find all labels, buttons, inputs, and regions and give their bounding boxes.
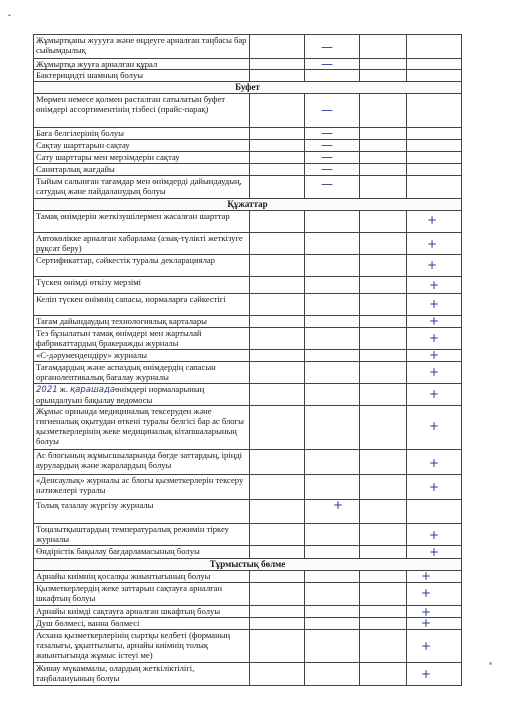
plus-mark: + — [421, 570, 432, 583]
plus-mark: + — [429, 387, 440, 401]
requirement-text: Тағам дайындаудың технологиялық карталары — [34, 316, 250, 328]
table-row — [34, 571, 462, 583]
dash-mark: — — [321, 40, 334, 54]
requirement-text — [34, 384, 250, 406]
requirement-text: Жұмыс орнында медициналық тексеруден және гигиеналық оқытудан өткені туралы белгісі бар ас блогы қызметкерлерінің жеке медициналық кітапшаларының болуы — [34, 406, 250, 450]
table-row — [34, 606, 462, 618]
table-row — [34, 94, 462, 128]
requirement-text: Толық тазалау жүргізу журналы — [34, 500, 250, 524]
plus-mark: + — [429, 349, 440, 362]
plus-mark: + — [421, 639, 432, 653]
plus-mark: + — [421, 586, 432, 600]
requirement-text: Сақтау шарттарын сақтау — [34, 140, 250, 152]
section-title: Буфет — [34, 82, 462, 94]
plus-mark: + — [333, 499, 344, 512]
requirement-text: Тағамдардың және аспаздық өнімдердің сапасын органолептикалық бағалау журналы — [34, 362, 250, 384]
table-row — [34, 164, 462, 176]
dash-mark: — — [321, 139, 334, 152]
plus-mark: + — [429, 456, 440, 470]
plus-mark: + — [421, 667, 432, 681]
table-row — [34, 663, 462, 686]
table-row — [34, 524, 462, 546]
requirement-text: Тоңазытқыштардың температуралық режимін тіркеу журналы — [34, 524, 250, 546]
table-row — [34, 618, 462, 630]
plus-mark: + — [429, 365, 440, 379]
handwritten-month: қарашада — [70, 385, 116, 395]
plus-mark: + — [429, 331, 440, 345]
requirement-text: Тез бұзылатын тамақ өнімдері мен жартылай фабрикаттардың бракеражды журналы — [34, 328, 250, 350]
requirement-text: Сертификаттар, сәйкестік туралы декларациялар — [34, 255, 250, 277]
plus-mark: + — [429, 480, 440, 494]
requirement-text: Мөрмен немесе қолмен расталған сатылатын буфет өнімдері ассортиментінің тізбесі (прайс-парақ) — [34, 94, 250, 128]
requirement-text: Қызметкерлердің жеке заттарын сақтауға арналған шкафтың болуы — [34, 583, 250, 606]
table-row — [34, 450, 462, 475]
table-row — [34, 500, 462, 524]
requirement-text: «С-дәрумендендіру» журналы — [34, 350, 250, 362]
table-row — [34, 328, 462, 350]
table-row — [34, 583, 462, 606]
table-row — [34, 176, 462, 199]
requirement-text: Ас блогының жұмысшыларында бөгде заттардың, іріңді аурулардың және жаралардың болуы — [34, 450, 250, 475]
requirement-text: Бактерицидті шамның болуы — [34, 70, 250, 82]
plus-mark: + — [429, 545, 440, 559]
plus-mark: + — [429, 528, 440, 542]
table-row — [34, 211, 462, 233]
requirement-text: Автокөлікке арналған хабарлама (азық-түлікті жеткізуге рұқсат беру) — [34, 233, 250, 255]
plus-mark: + — [427, 213, 438, 227]
table-row — [34, 70, 462, 82]
requirement-text: Келіп түскен өнімнің сапасы, нормаларға сәйкестігі — [34, 294, 250, 316]
requirement-text: Душ бөлмесі, ванна бөлмесі — [34, 618, 250, 630]
requirement-text: Өндірістік бақылау бағдарламасының болуы — [34, 546, 250, 559]
requirement-text: Санитарлық жағдайы — [34, 164, 250, 176]
requirement-text: Жинау мүкаммалы, олардың жеткіліктілігі, таңбалануының болуы — [34, 663, 250, 686]
table-row — [34, 406, 462, 450]
table-row — [34, 59, 462, 70]
section-header-documents — [34, 199, 462, 211]
dash-mark: — — [321, 151, 334, 164]
checklist-sheet — [33, 34, 461, 686]
dash-mark: — — [321, 127, 334, 140]
requirement-text: Баға белгілерінің болуы — [34, 128, 250, 140]
plus-mark: + — [429, 297, 440, 311]
section-header-bufet — [34, 82, 462, 94]
requirement-text: «Денсаулық» журналы ас блогы қызметкерлерін тексеру нәтижелері туралы — [34, 475, 250, 500]
table-row — [34, 316, 462, 328]
plus-mark: + — [429, 315, 440, 328]
section-header-household — [34, 559, 462, 571]
table-row — [34, 35, 462, 59]
requirement-text: Тыйым салынған тағамдар мен өнімдерді дайындаудың, сатудың және пайдаланудың болуы — [34, 176, 250, 199]
table-row — [34, 384, 462, 406]
dash-mark: — — [321, 103, 334, 117]
table-row — [34, 233, 462, 255]
plus-mark: + — [427, 237, 438, 251]
requirement-text: Арнайы киімнің қосалқы жиынтығының болуы — [34, 571, 250, 583]
dash-mark: — — [321, 177, 334, 191]
dash-mark: — — [321, 58, 334, 70]
section-title: Құжаттар — [34, 199, 462, 211]
requirement-text: Тамақ өнімдерін жеткізушілермен жасалған шарттар — [34, 211, 250, 233]
table-row — [34, 475, 462, 500]
handwritten-year: 2021 — [36, 385, 58, 395]
requirement-text: Арнайы киімді сақтауға арналған шкафтың болуы — [34, 606, 250, 618]
scan-speck — [489, 662, 492, 665]
table-row — [34, 255, 462, 277]
table-row — [34, 140, 462, 152]
plus-mark: + — [421, 605, 432, 618]
table-row — [34, 546, 462, 559]
table-row — [34, 294, 462, 316]
requirement-text: Жұмыртқа жууға арналған құрал — [34, 59, 250, 70]
table-row — [34, 152, 462, 164]
requirement-text: Жұмыртқаны жуууға және өңдеуге арналған таңбасы бар сыйымдылық — [34, 35, 250, 59]
table-row — [34, 277, 462, 294]
section-title: Тұрмыстық бөлме — [34, 559, 462, 571]
text-fragment: өнімдері нормаларының орындалуын бақылау ведомосы — [36, 384, 205, 405]
requirement-text: Сату шарттары мен мерзімдерін сақтау — [34, 152, 250, 164]
table-row — [34, 630, 462, 663]
corner-mark: ˬ — [8, 6, 11, 16]
table-row — [34, 362, 462, 384]
plus-mark: + — [427, 258, 438, 272]
plus-mark: + — [429, 419, 440, 433]
requirement-text: Түскен өнімді өткізу мерзімі — [34, 277, 250, 294]
table-row — [34, 350, 462, 362]
plus-mark: + — [429, 278, 440, 292]
requirement-text: Асхана қызметкерлерінің сыртқы келбеті (форманың тазалығы, ұқыптылығы, арнайы киімнің толық жиынтығында жұмыс істеуі ме) — [34, 630, 250, 663]
plus-mark: + — [421, 617, 432, 630]
dash-mark: — — [321, 163, 334, 176]
text-fragment: ж. — [57, 384, 71, 394]
table-row — [34, 128, 462, 140]
checklist-table — [33, 34, 462, 686]
